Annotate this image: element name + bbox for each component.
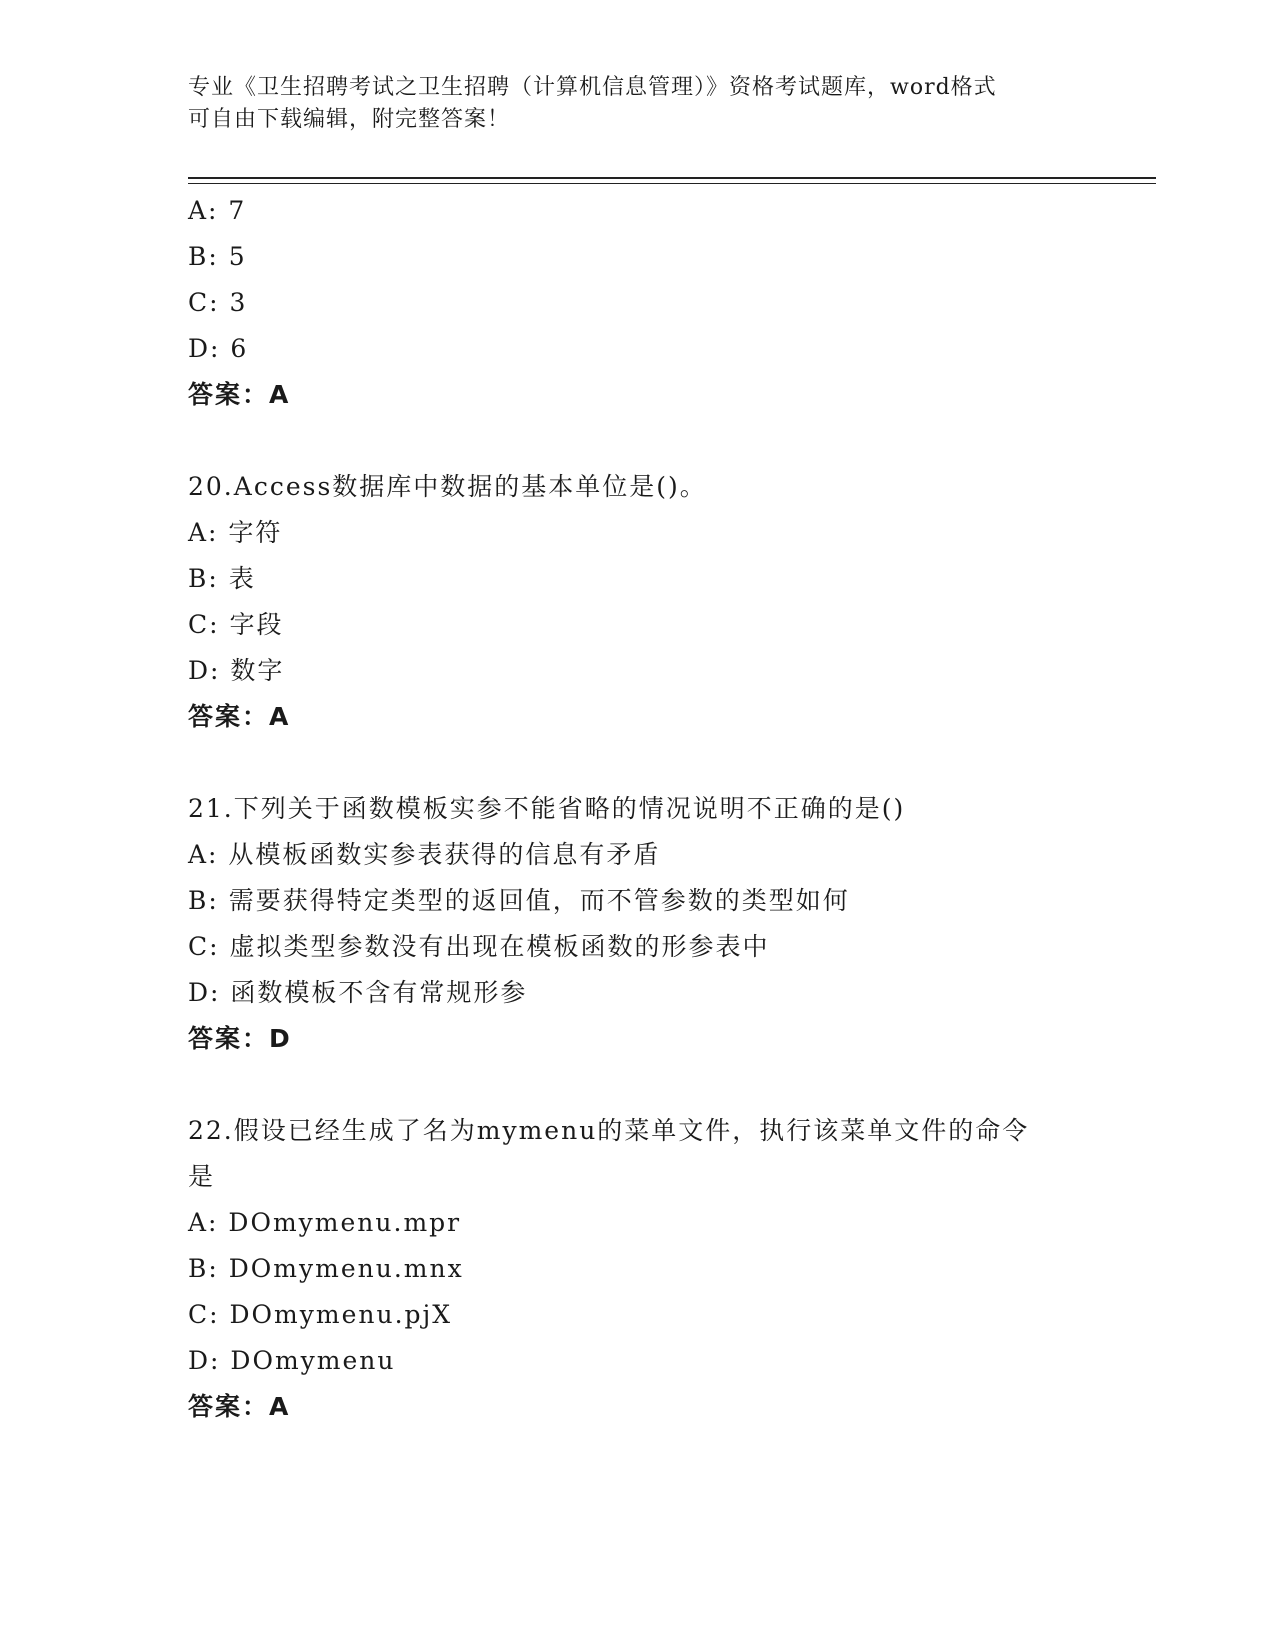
question-stem: 20.Access数据库中数据的基本单位是()。 — [188, 472, 707, 501]
option-d: D: 6 — [188, 334, 249, 363]
header-title-line1: 专业《卫生招聘考试之卫生招聘（计算机信息管理）》资格考试题库，word格式 — [188, 75, 997, 100]
option-a: A: 字符 — [188, 518, 283, 547]
question-21 — [188, 786, 1088, 1062]
spacer — [188, 418, 1088, 464]
question-19 — [188, 188, 1088, 418]
option-d: D: 数字 — [188, 656, 285, 685]
option-d: D: 函数模板不含有常规形参 — [188, 978, 528, 1007]
question-list — [188, 188, 1088, 1430]
spacer — [188, 740, 1088, 786]
spacer — [188, 1062, 1088, 1108]
option-b: B: DOmymenu.mnx — [188, 1254, 464, 1283]
question-22 — [188, 1108, 1088, 1430]
option-b: B: 表 — [188, 564, 256, 593]
header-divider-thin — [188, 183, 1156, 184]
answer-line: 答案：A — [188, 380, 291, 409]
question-stem: 21.下列关于函数模板实参不能省略的情况说明不正确的是() — [188, 794, 906, 823]
option-a: A: DOmymenu.mpr — [188, 1208, 462, 1237]
document-header — [188, 72, 1088, 136]
answer-line: 答案：A — [188, 1392, 291, 1421]
option-c: C: 虚拟类型参数没有出现在模板函数的形参表中 — [188, 932, 770, 961]
option-b: B: 5 — [188, 242, 247, 271]
option-a: A: 从模板函数实参表获得的信息有矛盾 — [188, 840, 661, 869]
question-stem-line2: 是 — [188, 1162, 216, 1191]
question-stem-line1: 22.假设已经生成了名为mymenu的菜单文件，执行该菜单文件的命令 — [188, 1116, 1030, 1145]
option-a: A: 7 — [188, 196, 247, 225]
option-c: C: 3 — [188, 288, 248, 317]
option-c: C: DOmymenu.pjX — [188, 1300, 453, 1329]
answer-line: 答案：D — [188, 1024, 292, 1053]
header-divider-thick — [188, 177, 1156, 179]
question-20 — [188, 464, 1088, 740]
answer-line: 答案：A — [188, 702, 291, 731]
option-c: C: 字段 — [188, 610, 284, 639]
option-d: D: DOmymenu — [188, 1346, 396, 1375]
header-title-line2: 可自由下载编辑，附完整答案！ — [188, 107, 511, 132]
option-b: B: 需要获得特定类型的返回值，而不管参数的类型如何 — [188, 886, 850, 915]
